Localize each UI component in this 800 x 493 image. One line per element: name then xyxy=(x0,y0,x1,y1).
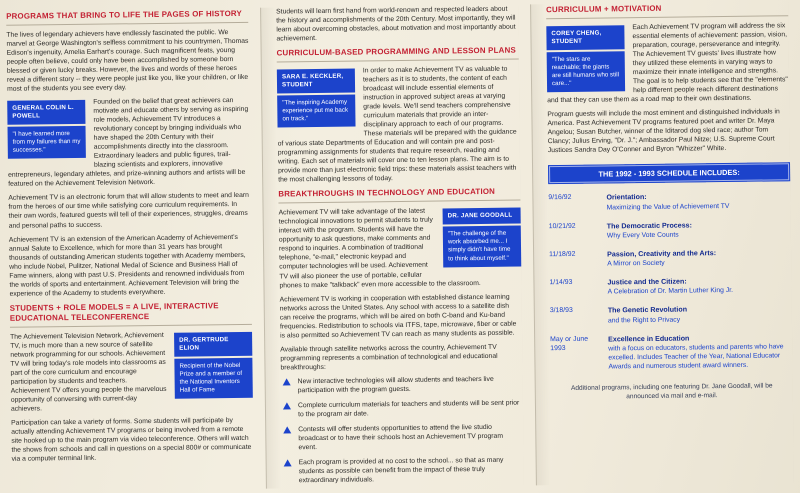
quote-box-colin-powell xyxy=(7,100,86,159)
schedule-date: 9/16/92 xyxy=(548,194,572,202)
quote-name: GENERAL COLIN L. POWELL xyxy=(7,100,85,125)
triangle-bullet-icon xyxy=(283,426,291,433)
schedule-row xyxy=(549,276,791,297)
body-paragraph: Program guests will include the most eminent and distinguished individuals in America. Past Achievement TV programs featured poet and writer Dr. Maya Angelou; Susan Butcher, winner of the Iditarod dog sled race; author Tom Clancy; Julius Erving, "Dr. J."; Ambassador Paul Nitze; U.S. Supreme Court Justices Sandra Day O'Conner and Byron "Whizzer" White. xyxy=(547,108,780,155)
body-paragraph: The lives of legendary achievers have endlessly fascinated the public. We marvel at George Washington's selfless commitment to his countrymen, Thomas Edison's ingenuity, Amelia Earhart's courage. Such magnificent feats, young people often believe, could only have been accomplished by someone born blessed or given lucky breaks. However, the lives and words of these heroes reveal a different story -- they were people just like you, like your children, or like most of the students you see every day. xyxy=(6,28,249,93)
quote-name: DR. JANE GOODALL xyxy=(443,208,521,225)
body-paragraph: Achievement TV will take advantage of the latest technological innovations to permit students to truly interact with the program. Students will have the opportunity to ask questions, make comments and respond to inquiries. A combination of traditional telephone, "e-mail," electronic keypad and computer technologies will be used. Achievement TV will also pioneer the use of portable, cellular phones to make "talkback" even more accessible to the classroom. xyxy=(278,207,481,290)
schedule-section xyxy=(548,163,793,403)
body-paragraph: The Achievement Television Network, Achievement TV, is much more than a new source of satellite network programming for our schools. Achievement TV will bring today's role models into classrooms as part of the core curriculum and encourage participation by students and teachers. Achievement TV offers young people the marvelous opportunity of conversing with current-day achievers. xyxy=(10,331,167,413)
schedule-desc: with a focus on educators, students and parents who have excelled. Includes Teacher of the Year, National Educator Awards and numerous student award winners. xyxy=(608,343,784,371)
body-paragraph: In order to make Achievement TV as valuable to teachers as it is to students, the content of each broadcast will include essential elements of instruction in approved subject areas at varying grade levels. We'll send teachers comprehensive curriculum materials that provide an inter-disciplinary approach to each of our programs. These materials will be prepared with the guidance of various state Departments of Education and will contain pre and post-programming assignments for students that require research, reading and writing. Each set of materials will cover one to ten lesson plans. The aim is to provide more than just electronic field trips: these materials assist teachers with the most challenging lessons of today. xyxy=(277,65,517,184)
schedule-desc: Why Every Vote Counts xyxy=(606,231,679,240)
quote-box-corey-cheng xyxy=(546,25,625,92)
body-paragraph: Participation can take a variety of forms. Some students will participate by actually attending Achievement TV programs or being involved from a remote site hooked up to the main program via video teleconference. Others will watch the shows from schools and call in questions on a special 800# or communicate via a computer terminal link. xyxy=(11,416,252,463)
list-item-text: Each program is provided at no cost to the school... so that as many students as possible can benefit from the impact of these truly extraordinary individuals. xyxy=(298,456,504,485)
quote-name: COREY CHENG, STUDENT xyxy=(546,25,624,50)
schedule-heading: THE 1992 - 1993 SCHEDULE INCLUDES: xyxy=(548,163,790,185)
quote-name: DR. GERTRUDE ELION xyxy=(174,331,252,356)
quote-box-gertrude-elion xyxy=(174,331,253,398)
body-paragraph: Each Achievement TV program will address the six essential elements of achievement: passion, vision, preparation, courage, perseverance and integrity. The Achievement TV guests' lives illustrate how they utilized these elements in varying ways to maximize their innate intelligence and strengths. The goal is to help students see that the "elements" help different people reach different destinations and that they can use them as a road map to their own destinations. xyxy=(547,22,788,105)
column-left xyxy=(6,8,254,492)
quote-box-jane-goodall xyxy=(443,208,522,267)
heading-curriculum-lesson-plans: CURRICULUM-BASED PROGRAMMING AND LESSON PLANS xyxy=(277,46,519,63)
schedule-row xyxy=(550,333,792,372)
schedule-row xyxy=(549,248,791,269)
column-middle xyxy=(260,5,524,489)
quote-box-sara-keckler xyxy=(277,69,356,128)
schedule-title: Passion, Creativity and the Arts: xyxy=(607,248,717,259)
body-paragraph: Available through satellite networks across the country, Achievement TV programming represents a combination of technological and educational breakthroughs: xyxy=(280,343,498,372)
column-right xyxy=(530,1,794,485)
schedule-title: Justice and the Citizen: xyxy=(607,277,687,287)
list-item-text: New interactive technologies will allow students and teachers live participation with the program guests. xyxy=(297,375,494,395)
schedule-desc: A Mirror on Society xyxy=(607,259,665,268)
schedule-row xyxy=(548,192,790,213)
quote-text: "The inspiring Academy experience put me back on track." xyxy=(277,95,355,128)
schedule-date: 3/18/93 xyxy=(549,307,573,315)
quote-name: SARA E. KECKLER, STUDENT xyxy=(277,69,355,94)
heading-programs-history: PROGRAMS THAT BRING TO LIFE THE PAGES OF HISTORY xyxy=(6,9,248,26)
schedule-row xyxy=(549,220,791,241)
schedule-desc: Maximizing the Value of Achievement TV xyxy=(606,202,730,212)
schedule-title: The Genetic Revolution xyxy=(607,305,688,315)
additional-programs-note: Additional programs, including one featuring Dr. Jane Goodall, will be announced via mail and e-mail. xyxy=(570,382,773,401)
quote-text: "The challenge of the work absorbed me... I simply didn't have time to think about myself." xyxy=(443,226,521,267)
list-item xyxy=(281,422,523,452)
schedule-title: Orientation: xyxy=(606,193,647,202)
triangle-bullet-icon xyxy=(283,378,291,385)
triangle-bullet-icon xyxy=(283,402,291,409)
schedule-date: 1/14/93 xyxy=(549,278,573,287)
schedule-desc: A Celebration of Dr. Martin Luther King Jr. xyxy=(607,287,734,296)
body-paragraph: Achievement TV is working in cooperation with established distance learning networks across the United States. Any school with access to a satellite dish can receive the programs, which will be aired on both C-band and Ku-band frequencies. Redistribution to schools via ITFS, tape, microwave, fiber or cable is also permitted so Achievement TV can reach as many students as possible. xyxy=(279,293,517,340)
list-item xyxy=(281,398,523,419)
list-item-text: Contests will offer students opportunities to attend the live studio broadcast or to have their schools host an Achievement TV program event. xyxy=(298,423,504,452)
list-item-text: Complete curriculum materials for teachers and students will be sent prior to the program air date. xyxy=(297,399,520,419)
quote-text: "I have learned more from my failures than my successes." xyxy=(8,126,86,159)
triangle-bullet-icon xyxy=(284,459,292,466)
schedule-row xyxy=(550,305,792,326)
schedule-date: 10/21/92 xyxy=(548,222,576,230)
schedule-date: 11/18/92 xyxy=(549,250,576,258)
schedule-date: May or June 1993 xyxy=(550,335,589,352)
heading-breakthroughs-technology: BREAKTHROUGHS IN TECHNOLOGY AND EDUCATION xyxy=(278,187,520,204)
schedule-title: Excellence in Education xyxy=(608,334,690,344)
list-item xyxy=(281,374,523,395)
schedule-title: The Democratic Process: xyxy=(606,220,692,231)
quote-text: "The stars are reachable; the giants are still humans who still care..." xyxy=(547,51,625,92)
body-paragraph: Founded on the belief that great achievers can motivate and educate others by serving as inspiring role models, Achievement TV introduces a revolutionary concept by bringing individuals who have shaped the 20th Century with their accomplishments directly into the classroom. Extraordinary leaders and public figures, trail-blazing scientists and explorers, innovative entrepreneurs, legendary athletes, and prize-winning authors and artists will be featured on the Achievement Television Network. xyxy=(8,97,249,189)
breakthroughs-list xyxy=(281,374,524,485)
body-paragraph: Students will learn first hand from world-renown and respected leaders about the history and accomplishments of the 20th Century. Most importantly, they will learn about overcoming obstacles, about motivation and most importantly about achievement. xyxy=(276,5,516,43)
body-paragraph: Achievement TV is an extension of the American Academy of Achievement's annual Salute to Excellence, which for more than 31 years has brought thousands of outstanding American students together with Academy members, who include Nobel, Pulitzer, National Medal of Science and Business Hall of Fame winners, along with past U.S. Presidents and renowned individuals from the worlds of sports and entertainment. Achievement Television will bring the experience of the Academy to students everywhere. xyxy=(8,233,246,298)
heading-students-role-models: STUDENTS + ROLE MODELS = A LIVE, INTERACTIVE EDUCATIONAL TELECONFERENCE xyxy=(10,301,252,328)
heading-curriculum-motivation: CURRICULUM + MOTIVATION xyxy=(546,2,788,19)
body-paragraph: Achievement TV is an electronic forum that will allow students to meet and learn from the heroes of our time while satisfying core curriculum requirements. In their own words, featured guests will tell of their experiences, struggles, dreams and personal paths to success. xyxy=(8,192,249,230)
quote-text: Recipient of the Nobel Prize and a member of the National Inventors Hall of Fame xyxy=(174,357,252,398)
schedule-desc: and the Right to Privacy xyxy=(607,316,681,324)
list-item xyxy=(282,456,524,486)
